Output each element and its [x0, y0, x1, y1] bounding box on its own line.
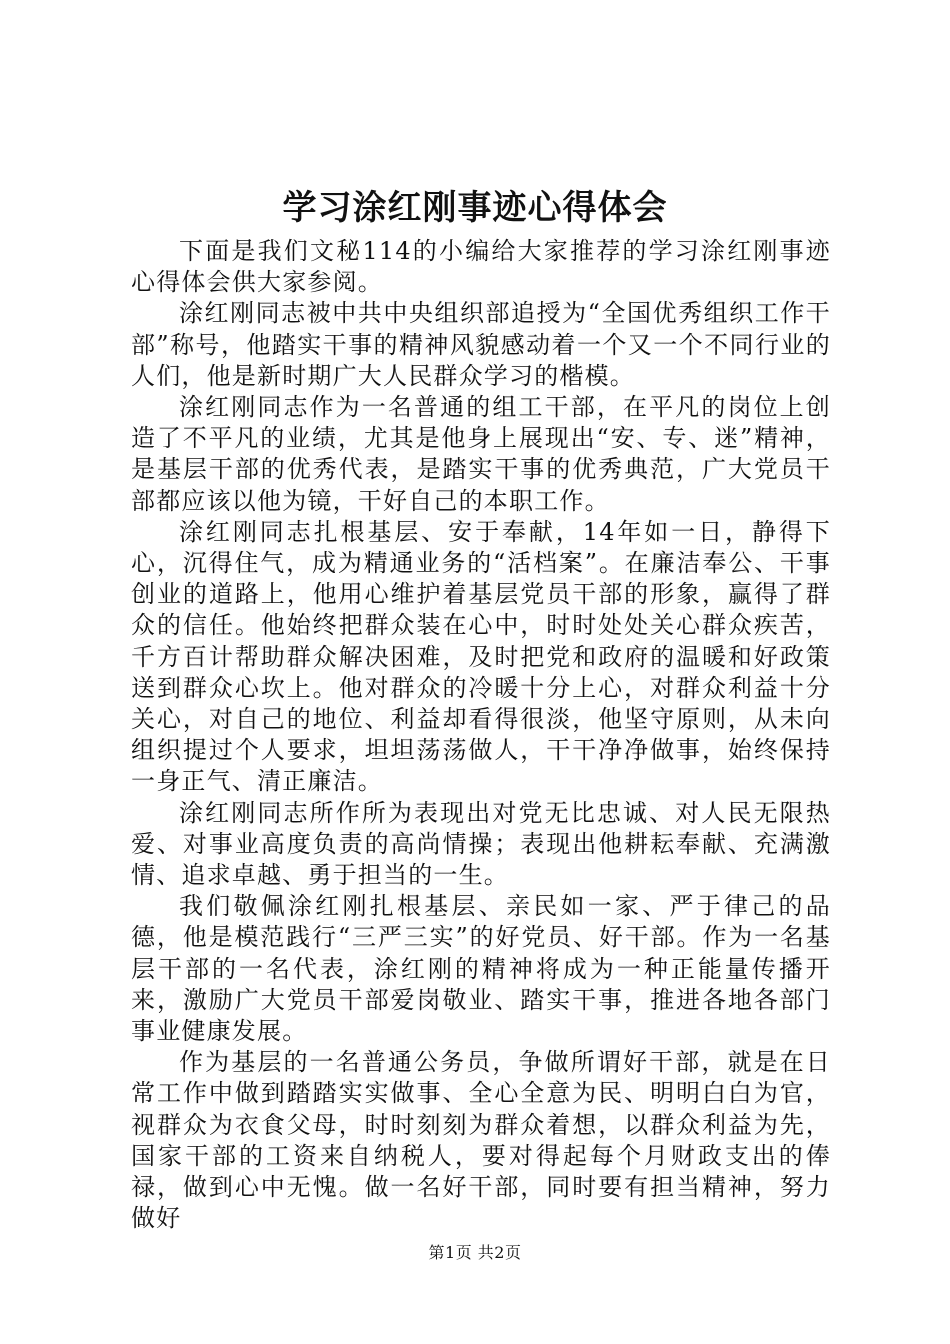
- document-title: 学习涂红刚事迹心得体会: [282, 188, 668, 228]
- paragraph-6: 我们敬佩涂红刚扎根基层、亲民如一家、严于律己的品德，他是模范践行“三严三实”的好党员、好干部。作为一名基层干部的一名代表，涂红刚的精神将成为一种正能量传播开来，激励广大党员干部爱岗敬业、踏实干事，推进各地各部门事业健康发展。: [131, 892, 831, 1046]
- document-body: [131, 236, 831, 1235]
- paragraph-1: 下面是我们文秘114的小编给大家推荐的学习涂红刚事迹心得体会供大家参阅。: [131, 237, 831, 297]
- paragraph-4: 涂红刚同志扎根基层、安于奉献，14年如一日，静得下心，沉得住气，成为精通业务的“活档案”。在廉洁奉公、干事创业的道路上，他用心维护着基层党员干部的形象，赢得了群众的信任。他始终把群众装在心中，时时处处关心群众疾苦，千方百计帮助群众解决困难，及时把党和政府的温暖和好政策送到群众心坎上。他对群众的冷暖十分上心，对群众利益十分关心，对自己的地位、利益却看得很淡，他坚守原则，从未向组织提过个人要求，坦坦荡荡做人，干干净净做事，始终保持一身正气、清正廉洁。: [131, 517, 831, 796]
- paragraph-5: 涂红刚同志所作所为表现出对党无比忠诚、对人民无限热爱、对事业高度负责的高尚情操；表现出他耕耘奉献、充满激情、追求卓越、勇于担当的一生。: [131, 798, 831, 890]
- paragraph-2: 涂红刚同志被中共中央组织部追授为“全国优秀组织工作干部”称号，他踏实干事的精神风貌感动着一个又一个不同行业的人们，他是新时期广大人民群众学习的楷模。: [131, 299, 831, 390]
- page-number-footer: 第1页 共2页: [428, 1243, 522, 1262]
- paragraph-3: 涂红刚同志作为一名普通的组工干部，在平凡的岗位上创造了不平凡的业绩，尤其是他身上展现出“安、专、迷”精神，是基层干部的优秀代表，是踏实干事的优秀典范，广大党员干部都应该以他为镜，干好自己的本职工作。: [131, 393, 831, 515]
- paragraph-7: 作为基层的一名普通公务员，争做所谓好干部，就是在日常工作中做到踏踏实实做事、全心全意为民、明明白白为官，视群众为衣食父母，时时刻刻为群众着想，以群众利益为先，国家干部的工资来自纳税人，要对得起每个月财政支出的俸禄，做到心中无愧。做一名好干部，同时要有担当精神，努力做好: [131, 1048, 831, 1233]
